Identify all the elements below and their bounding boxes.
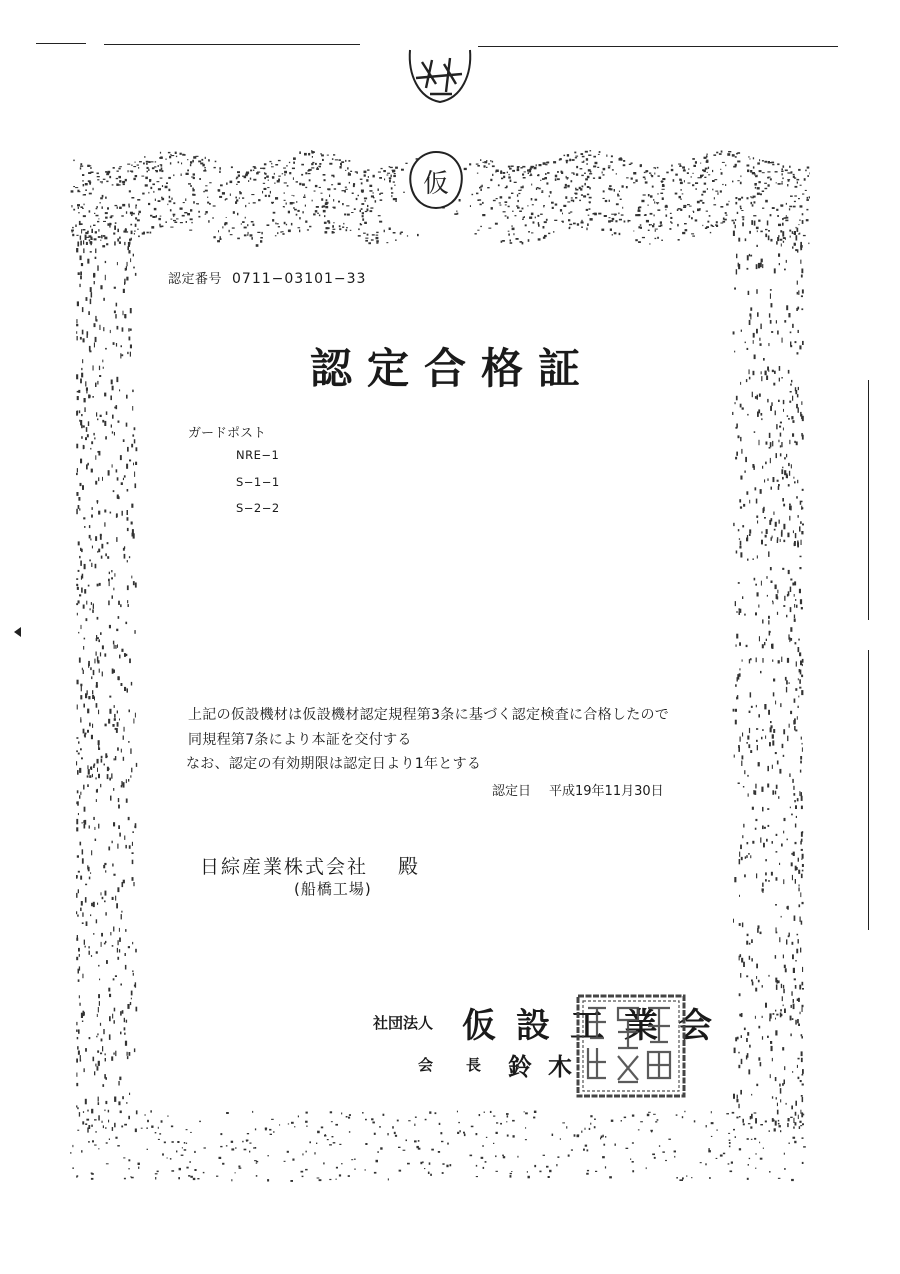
certification-date-value: 平成19年11月30日 xyxy=(549,784,664,799)
item-model: NRE−1 xyxy=(236,448,280,462)
recipient-branch: (船橋工場) xyxy=(294,880,372,898)
issuer-title: 会長 xyxy=(418,1056,515,1074)
issuer-person-name: 鈴木 xyxy=(508,1052,588,1081)
official-seal-stamp xyxy=(574,992,688,1100)
certificate-number xyxy=(168,268,366,287)
emblem-seal xyxy=(403,146,469,214)
recipient-name: 日綜産業株式会社 xyxy=(200,856,369,878)
issuer-organization-name: 仮設工業会 xyxy=(462,1006,732,1046)
document-title: 認定合格証 xyxy=(310,344,596,393)
statement-line: なお、認定の有効期限は認定日より1年とする xyxy=(186,756,482,772)
item-model: S−2−2 xyxy=(236,501,280,515)
item-category: ガードポスト xyxy=(188,426,267,441)
svg-text:仮: 仮 xyxy=(422,169,450,199)
scan-rule-top-left xyxy=(36,43,86,44)
statement-line: 同規程第7条により本証を交付する xyxy=(188,732,412,748)
certification-date xyxy=(492,780,664,799)
item-model: S−1−1 xyxy=(236,475,280,489)
scan-marker-arrow-icon xyxy=(14,627,21,637)
certificate-number-value: 0711−03101−33 xyxy=(232,271,367,287)
issuer-organization-type: 社団法人 xyxy=(373,1014,434,1032)
statement-line: 上記の仮設機材は仮設機材認定規程第3条に基づく認定検査に合格したので xyxy=(188,707,670,723)
top-seal-stamp xyxy=(402,44,478,106)
scan-edge-right-upper xyxy=(868,380,869,620)
scan-rule-top-right xyxy=(478,46,838,47)
certification-date-label: 認定日 xyxy=(492,784,532,799)
certificate-number-label: 認定番号 xyxy=(168,272,223,287)
scan-rule-top-middle xyxy=(104,44,360,45)
recipient-honorific: 殿 xyxy=(398,854,418,878)
scan-edge-right-lower xyxy=(868,650,869,930)
